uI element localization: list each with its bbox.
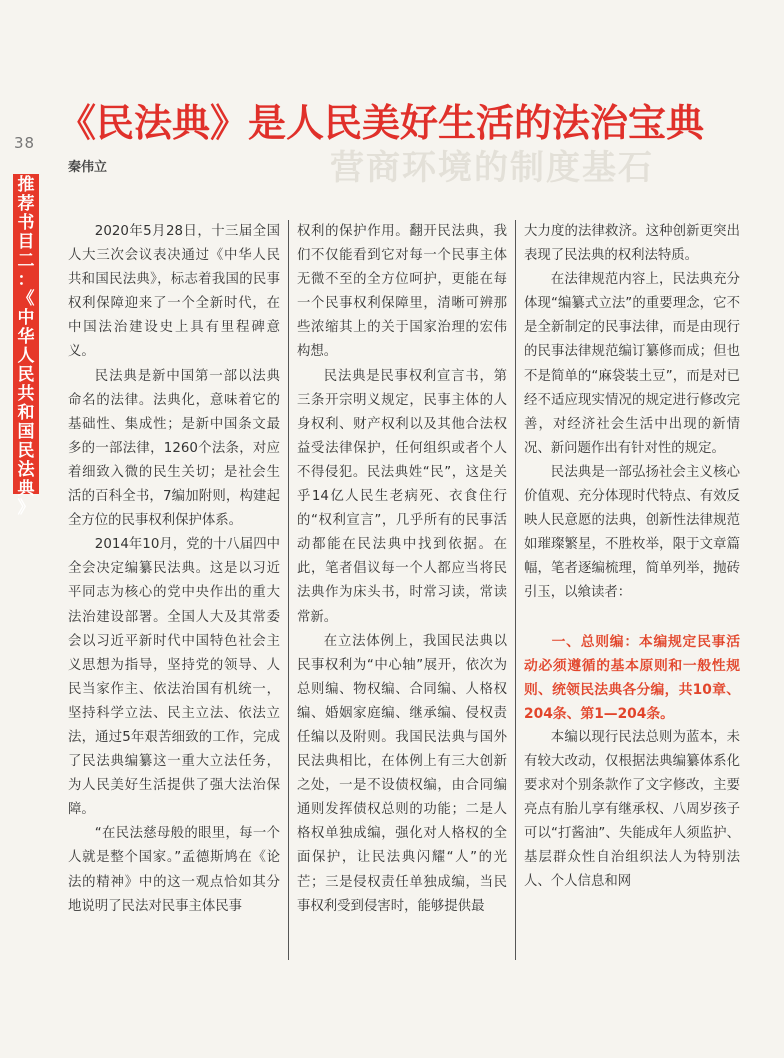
- paragraph: 2014年10月，党的十八届四中全会决定编纂民法典。这是以习近平同志为核心的党中央作出的重大法治建设部署。全国人大及其常委会以习近平新时代中国特色社会主义思想为指导，坚持党的领导、人民当家作主、依法治国有机统一，坚持科学立法、民主立法、依法立法，通过5年艰苦细致的工作，完成了民法典编纂这一重大立法任务，为人民美好生活提供了强大法治保障。: [68, 537, 280, 818]
- paragraph: 权利的保护作用。翻开民法典，我们不仅能看到它对每一个民事主体无微不至的全方位呵护，更能在每一个民事权利保障里，清晰可辨那些浓缩其上的关于国家治理的宏伟构想。: [297, 224, 507, 360]
- side-tab-char: 荐: [17, 194, 35, 214]
- paragraph: 民法典是新中国第一部以法典命名的法律。法典化，意味着它的基础性、集成性；是新中国条文最多的一部法律，1260个法条，对应着细致入微的民生关切；是社会生活的百科全书，7编加附则，构建起全方位的民事权利保护体系。: [68, 368, 280, 529]
- side-tab-char: 共: [17, 384, 35, 404]
- background-ghost-title: 营商环境的制度基石: [330, 148, 654, 188]
- side-tab-char: 》: [17, 498, 35, 518]
- side-tab-char: 法: [17, 460, 35, 480]
- side-tab-char: 华: [17, 327, 35, 347]
- author-name: 秦伟立: [68, 160, 108, 175]
- paragraph: 民法典是民事权利宣言书，第三条开宗明义规定，民事主体的人身权利、财产权利以及其他合法权益受法律保护，任何组织或者个人不得侵犯。民法典姓“民”，这是关乎14亿人民生老病死、衣食住行的“权利宣言”，几乎所有的民事活动都能在民法典中找到依据。在此，笔者倡议每一个人都应当将民法典作为床头书，时常习读，常读常新。: [297, 368, 507, 625]
- paragraph: “在民法慈母般的眼里，每一个人就是整个国家。”孟德斯鸠在《论法的精神》中的这一观点恰如其分地说明了民法对民事主体民事: [68, 826, 280, 914]
- side-tab-char: 目: [17, 232, 35, 252]
- text-column-2: [297, 220, 507, 919]
- side-tab-char: ：: [17, 270, 35, 290]
- paragraph: 民法典是一部弘扬社会主义核心价值观、充分体现时代特点、有效反映人民意愿的法典，创新性法律规范如璀璨繁星，不胜枚举，限于文章篇幅，笔者逐编梳理，简单列举，抛砖引玉，以飨读者：: [524, 464, 740, 601]
- paragraph: 2020年5月28日，十三届全国人大三次会议表决通过《中华人民共和国民法典》，标志着我国的民事权利保障迎来了一个全新时代，在中国法治建设史上具有里程碑意义。: [68, 224, 280, 360]
- paragraph: 大力度的法律救济。这种创新更突出表现了民法典的权利法特质。: [524, 224, 740, 264]
- paragraph: 在立法体例上，我国民法典以民事权利为“中心轴”展开，依次为总则编、物权编、合同编、人格权编、婚姻家庭编、继承编、侵权责任编以及附则。我国民法典与国外民法典相比，在体例上有三大创新之处，一是不设债权编，由合同编通则发挥债权总则的功能；二是人格权单独成编，强化对人格权的全面保护，让民法典闪耀“人”的光芒；三是侵权责任单独成编，当民事权利受到侵害时，能够提供最: [297, 633, 507, 914]
- side-tab-char: 国: [17, 422, 35, 442]
- side-tab-char: 二: [17, 251, 35, 271]
- article-title: 《民法典》是人民美好生活的法治宝典: [58, 101, 705, 145]
- column-divider-2: [515, 220, 516, 960]
- text-column-3: [524, 220, 740, 895]
- section-heading-general-provisions: 一、总则编：本编规定民事活动必须遵循的基本原则和一般性规则、统领民法典各分编，共10章、204条、第1—204条。: [524, 633, 740, 722]
- side-tab-char: 书: [17, 213, 35, 233]
- side-tab-char: 中: [17, 308, 35, 328]
- side-tab-char: 民: [17, 365, 35, 385]
- side-tab-char: 典: [17, 479, 35, 499]
- side-tab-char: 推: [17, 175, 35, 195]
- paragraph: 在法律规范内容上，民法典充分体现“编纂式立法”的重要理念，它不是全新制定的民事法律，而是由现行的民事法律规范编订纂修而成；但也不是简单的“麻袋装土豆”，而是对已经不适应现实情况的规定进行修改完善，对经济社会生活中出现的新情况、新问题作出有针对性的规定。: [524, 272, 740, 456]
- paragraph: 本编以现行民法总则为蓝本，未有较大改动，仅根据法典编纂体系化要求对个别条款作了文字修改，主要亮点有胎儿享有继承权、八周岁孩子可以“打酱油”、失能成年人须监护、基层群众性自治组织法人为特别法人、个人信息和网: [524, 729, 740, 890]
- text-column-1: [68, 220, 280, 919]
- page-number: 38: [14, 134, 36, 152]
- side-tab-char: 《: [17, 289, 35, 309]
- side-tab-char: 和: [17, 403, 35, 423]
- column-divider-1: [288, 220, 289, 960]
- side-tab-char: 民: [17, 441, 35, 461]
- side-tab-char: 人: [17, 346, 35, 366]
- section-side-tab: [13, 174, 39, 518]
